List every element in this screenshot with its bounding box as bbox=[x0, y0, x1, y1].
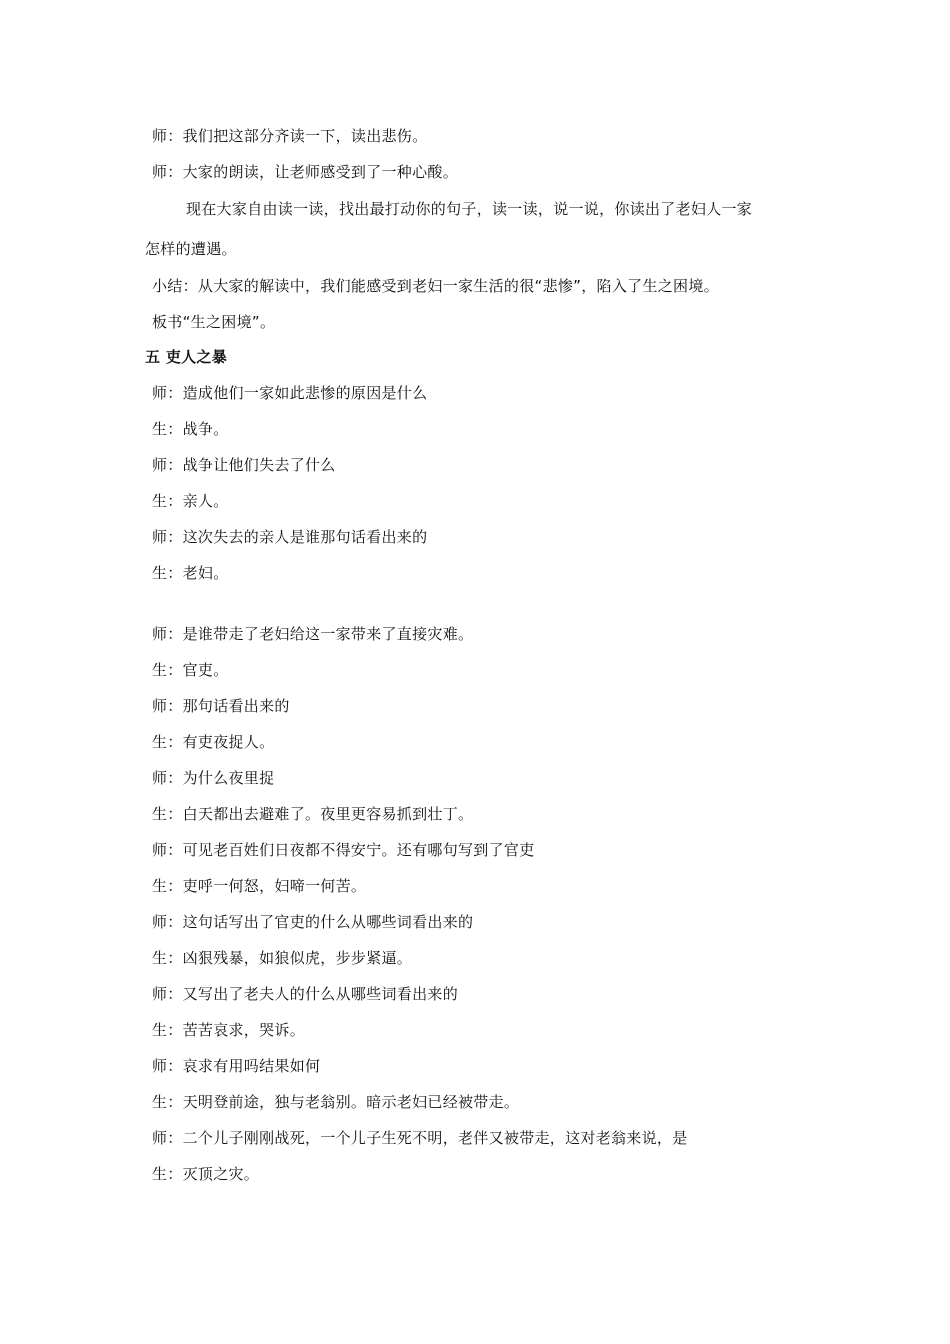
text-line: 师：我们把这部分齐读一下，读出悲伤。 bbox=[152, 127, 428, 145]
dialogue-line: 师：哀求有用吗结果如何 bbox=[152, 1057, 321, 1075]
dialogue-line: 生：白天都出去避难了。夜里更容易抓到壮丁。 bbox=[152, 805, 474, 823]
section-heading: 五 吏人之暴 bbox=[145, 348, 228, 366]
paragraph-continuation: 怎样的遭遇。 bbox=[145, 240, 237, 258]
dialogue-line: 师：那句话看出来的 bbox=[152, 697, 290, 715]
dialogue-line: 师：是谁带走了老妇给这一家带来了直接灾难。 bbox=[152, 625, 474, 643]
dialogue-line: 师：这次失去的亲人是谁那句话看出来的 bbox=[152, 528, 428, 546]
text-line: 师：大家的朗读，让老师感受到了一种心酸。 bbox=[152, 163, 459, 181]
dialogue-line: 师：战争让他们失去了什么 bbox=[152, 456, 336, 474]
dialogue-line: 生：凶狠残暴，如狼似虎，步步紧逼。 bbox=[152, 949, 413, 967]
dialogue-line: 师：又写出了老夫人的什么从哪些词看出来的 bbox=[152, 985, 459, 1003]
dialogue-line: 生：官吏。 bbox=[152, 661, 229, 679]
dialogue-line: 师：可见老百姓们日夜都不得安宁。还有哪句写到了官吏 bbox=[152, 841, 535, 859]
dialogue-line: 生：亲人。 bbox=[152, 492, 229, 510]
dialogue-line: 师：造成他们一家如此悲惨的原因是什么 bbox=[152, 384, 428, 402]
dialogue-line: 师：这句话写出了官吏的什么从哪些词看出来的 bbox=[152, 913, 474, 931]
dialogue-line: 师：二个儿子刚刚战死，一个儿子生死不明，老伴又被带走，这对老翁来说，是 bbox=[152, 1129, 688, 1147]
paragraph-line: 现在大家自由读一读，找出最打动你的句子，读一读，说一说，你读出了老妇人一家 bbox=[186, 200, 753, 218]
dialogue-line: 生：天明登前途，独与老翁别。暗示老妇已经被带走。 bbox=[152, 1093, 520, 1111]
dialogue-line: 生：灭顶之灾。 bbox=[152, 1165, 260, 1183]
dialogue-line: 生：战争。 bbox=[152, 420, 229, 438]
dialogue-line: 师：为什么夜里捉 bbox=[152, 769, 275, 787]
blackboard-note: 板书“生之困境”。 bbox=[152, 313, 276, 331]
dialogue-line: 生：吏呼一何怒，妇啼一何苦。 bbox=[152, 877, 367, 895]
summary-line: 小结：从大家的解读中，我们能感受到老妇一家生活的很“悲惨”，陷入了生之困境。 bbox=[152, 277, 719, 295]
dialogue-line: 生：苦苦哀求，哭诉。 bbox=[152, 1021, 306, 1039]
dialogue-line: 生：有吏夜捉人。 bbox=[152, 733, 275, 751]
dialogue-line: 生：老妇。 bbox=[152, 564, 229, 582]
